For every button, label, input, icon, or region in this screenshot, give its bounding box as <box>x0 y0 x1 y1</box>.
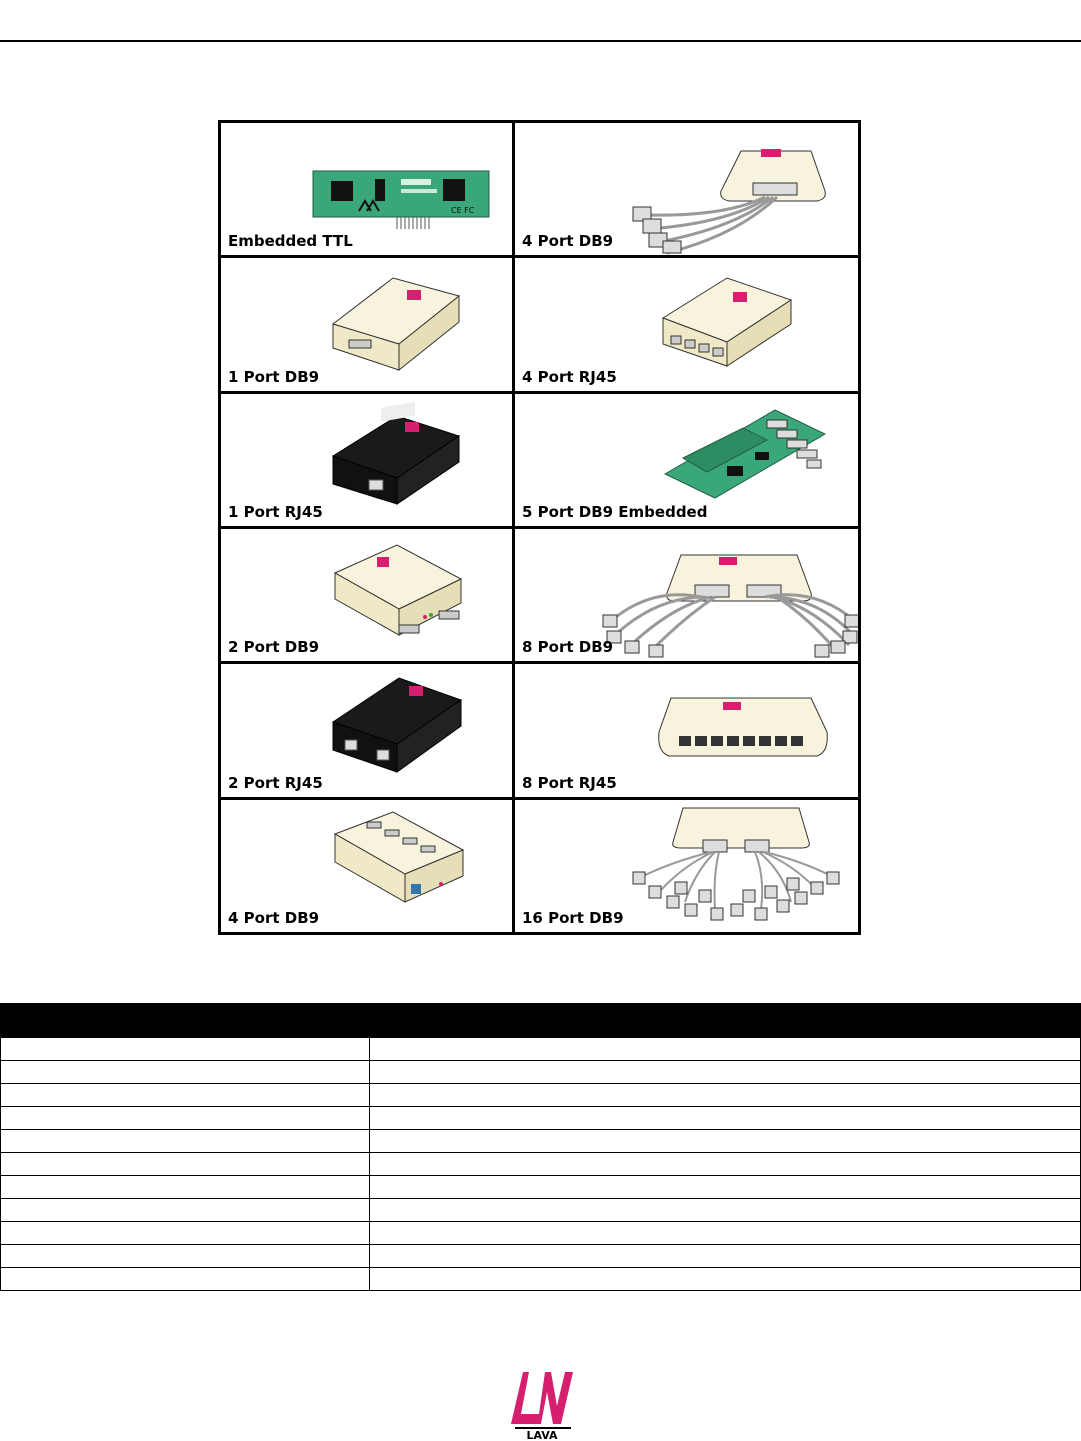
product-cell <box>515 529 858 661</box>
table-header-row <box>1 1004 1081 1038</box>
table-cell-label <box>1 1084 370 1107</box>
product-cell <box>221 123 512 255</box>
table-row <box>1 1245 1081 1268</box>
table-row <box>1 1222 1081 1245</box>
product-cell <box>221 258 512 390</box>
table-cell-label <box>1 1176 370 1199</box>
table-cell-value <box>370 1061 1081 1084</box>
table-cell-label <box>1 1222 370 1245</box>
table-row <box>1 1176 1081 1199</box>
table-cell-value <box>370 1038 1081 1061</box>
table-cell-label <box>1 1153 370 1176</box>
product-cell <box>515 664 858 796</box>
table-cell-value <box>370 1107 1081 1130</box>
product-label: 1 Port DB9 <box>228 367 320 386</box>
table-row <box>1 1061 1081 1084</box>
product-cell <box>515 394 858 526</box>
product-grid <box>218 120 861 935</box>
table-row <box>1 1107 1081 1130</box>
table-cell-label <box>1 1130 370 1153</box>
product-label: 4 Port DB9 <box>522 232 614 251</box>
product-cell <box>515 123 858 255</box>
table-cell-value <box>370 1130 1081 1153</box>
table-row <box>1 1130 1081 1153</box>
table-cell-value <box>370 1245 1081 1268</box>
product-label: 8 Port RJ45 <box>522 773 617 792</box>
table-cell-value <box>370 1222 1081 1245</box>
product-label: 16 Port DB9 <box>522 908 624 927</box>
product-cell <box>221 800 512 932</box>
svg-text:CE FC: CE FC <box>451 206 475 215</box>
product-cell <box>221 394 512 526</box>
logo-wordmark: LAVA <box>526 1429 558 1441</box>
product-label: 5 Port DB9 Embedded <box>522 502 708 521</box>
table-row <box>1 1153 1081 1176</box>
product-label: 4 Port RJ45 <box>522 367 617 386</box>
table-cell-label <box>1 1038 370 1061</box>
table-row <box>1 1199 1081 1222</box>
product-label: 4 Port DB9 <box>228 908 320 927</box>
product-label: 2 Port RJ45 <box>228 773 323 792</box>
table-row <box>1 1268 1081 1291</box>
product-label: 1 Port RJ45 <box>228 502 323 521</box>
product-cell <box>515 258 858 390</box>
table-cell-value <box>370 1153 1081 1176</box>
table-cell-value <box>370 1084 1081 1107</box>
table-cell-value <box>370 1268 1081 1291</box>
table-cell-label <box>1 1199 370 1222</box>
lava-logo <box>509 1362 575 1441</box>
top-rule <box>0 40 1081 42</box>
product-label: 8 Port DB9 <box>522 638 614 657</box>
product-cell <box>221 529 512 661</box>
table-cell-label <box>1 1268 370 1291</box>
spec-table <box>0 1003 1081 1291</box>
table-row <box>1 1084 1081 1107</box>
product-cell <box>221 664 512 796</box>
product-cell <box>515 800 858 932</box>
table-cell-value <box>370 1199 1081 1222</box>
table-cell-label <box>1 1061 370 1084</box>
product-label: 2 Port DB9 <box>228 638 320 657</box>
table-cell-label <box>1 1245 370 1268</box>
table-cell-label <box>1 1107 370 1130</box>
product-label: Embedded TTL <box>228 232 353 251</box>
table-row <box>1 1038 1081 1061</box>
table-cell-value <box>370 1176 1081 1199</box>
